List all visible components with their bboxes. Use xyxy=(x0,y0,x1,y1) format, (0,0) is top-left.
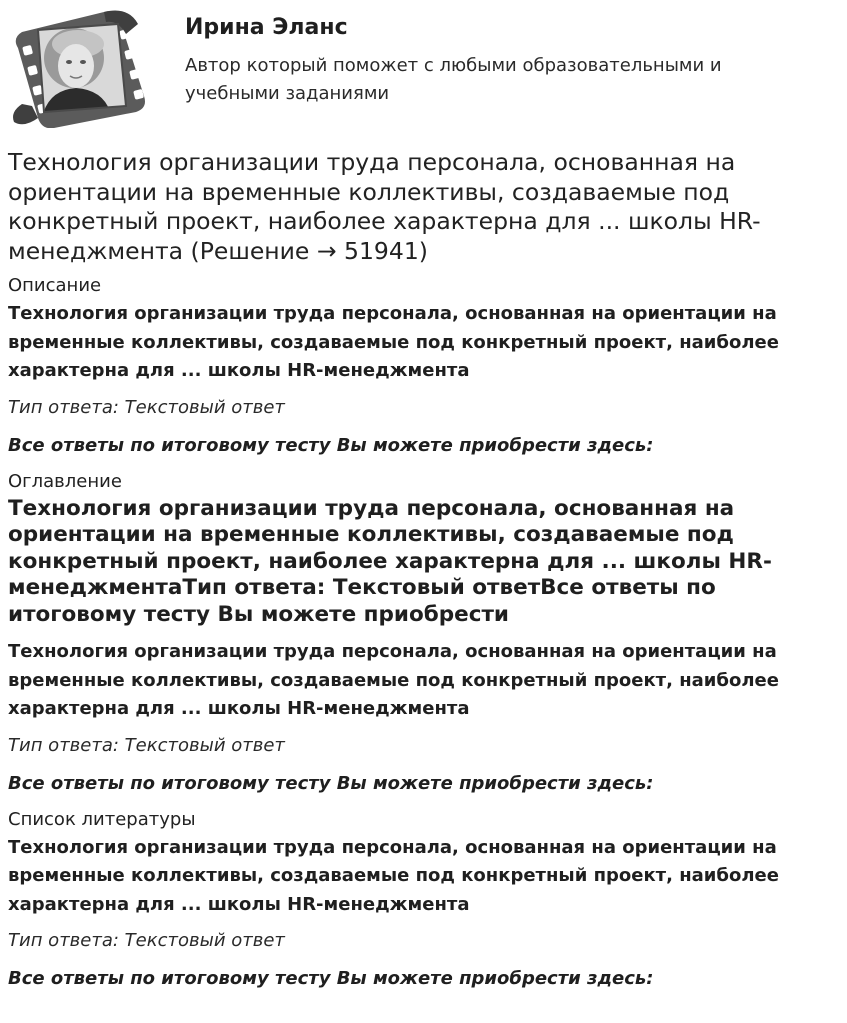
author-card xyxy=(8,8,838,128)
toc-answer-type: Тип ответа: Текстовый ответ xyxy=(8,734,285,756)
film-frame-portrait-avatar-icon[interactable] xyxy=(8,8,150,128)
section-description xyxy=(8,274,838,458)
section-label-toc: Оглавление xyxy=(8,470,122,492)
toc-heading: Технология организации труда персонала, основанная на ориентации на временные коллективы, создаваемые под конкретный проект, наиболее характерна для ... школы HR-менеджментаТип ответа: Текстовый ответВсе ответы по итоговому тесту Вы можете приобрести xyxy=(8,495,772,627)
literature-answer-type: Тип ответа: Текстовый ответ xyxy=(8,930,285,951)
toc-question: Технология организации труда персонала, основанная на ориентации на временные коллективы, создаваемые под конкретный проект, наиболее характерна для ... школы HR-менеджмента xyxy=(8,641,779,719)
description-question: Технология организации труда персонала, основанная на ориентации на временные коллективы, создаваемые под конкретный проект, наиболее характерна для ... школы HR-менеджмента xyxy=(8,303,779,381)
section-label-description: Описание xyxy=(8,275,102,296)
literature-purchase-note: Все ответы по итоговому тесту Вы можете приобрести здесь: xyxy=(8,968,654,989)
author-description: Автор который поможет с любыми образовательными и учебными заданиями xyxy=(185,55,722,104)
section-literature xyxy=(8,808,838,992)
page-title: Технология организации труда персонала, основанная на ориентации на временные коллективы, создаваемые под конкретный проект, наиболее характерна для ... школы HR-менеджмента (Решение → 51941) xyxy=(8,148,761,265)
description-purchase-note: Все ответы по итоговому тесту Вы можете приобрести здесь: xyxy=(8,434,654,456)
toc-purchase-note: Все ответы по итоговому тесту Вы можете приобрести здесь: xyxy=(8,772,654,794)
literature-question: Технология организации труда персонала, основанная на ориентации на временные коллективы, создаваемые под конкретный проект, наиболее характерна для ... школы HR-менеджмента xyxy=(8,836,779,915)
main-content xyxy=(8,148,838,1003)
section-toc xyxy=(8,470,838,796)
author-name[interactable]: Ирина Эланс xyxy=(185,15,348,40)
section-label-literature: Список литературы xyxy=(8,808,196,830)
description-answer-type: Тип ответа: Текстовый ответ xyxy=(8,396,285,418)
